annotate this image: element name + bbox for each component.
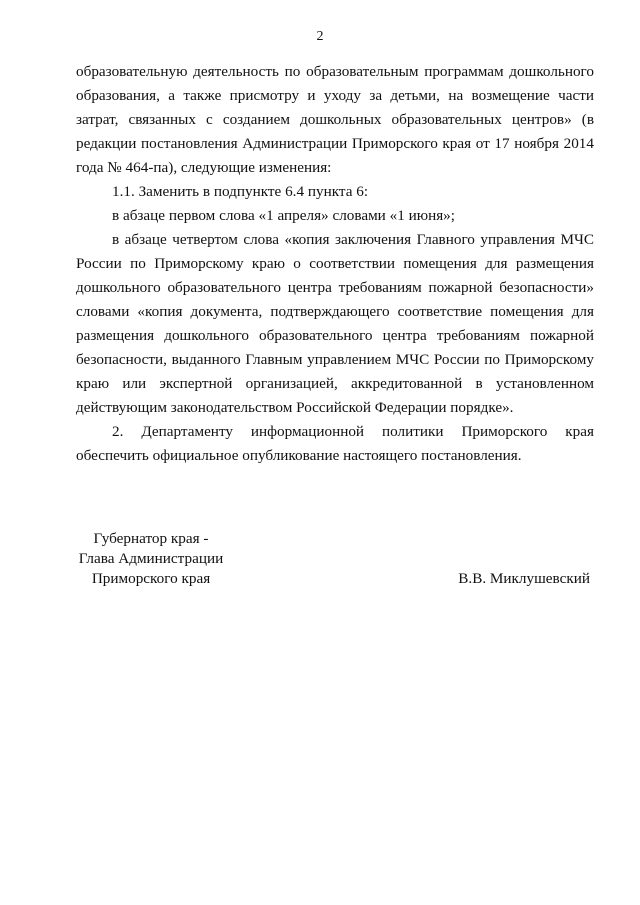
paragraph-first-abzac: в абзаце первом слова «1 апреля» словами «1 июня»; bbox=[112, 207, 455, 224]
paragraph-point-2: 2. Департаменту информационной политики Приморского края обеспечить официальное опубликование настоящего постановления. bbox=[76, 423, 594, 464]
paragraph-continuation: образовательную деятельность по образовательным программам дошкольного образования, а также присмотру и уходу за детьми, на возмещение части затрат, связанных с созданием дошкольных образовательных центров» (в редакции постановления Администрации Приморского края от 17 ноября 2014 года № 464-па), следующие изменения: bbox=[76, 63, 594, 176]
signatory-title-line: Глава Администрации bbox=[78, 550, 224, 567]
signatory-title-line: Губернатор края - bbox=[93, 530, 209, 547]
paragraph-subpoint-1-1: 1.1. Заменить в подпункте 6.4 пункта 6: bbox=[112, 183, 369, 200]
signatory-name: В.В. Миклушевский bbox=[458, 570, 590, 587]
signatory-title-line: Приморского края bbox=[91, 570, 211, 587]
page-number: 2 bbox=[316, 29, 324, 44]
signatory-title bbox=[76, 529, 226, 589]
paragraph-fourth-abzac: в абзаце четвертом слова «копия заключения Главного управления МЧС России по Приморскому краю о соответствии помещения для размещения дошкольного образовательного центра требованиям пожарной безопасности» словами «копия документа, подтверждающего соответствие помещения для размещения дошкольного образовательного центра требованиям пожарной безопасности, выданного Главным управлением МЧС России по Приморскому краю или экспертной организацией, аккредитованной в установленном действующим законодательством Российской Федерации порядке». bbox=[76, 231, 594, 416]
document-body bbox=[76, 60, 594, 468]
